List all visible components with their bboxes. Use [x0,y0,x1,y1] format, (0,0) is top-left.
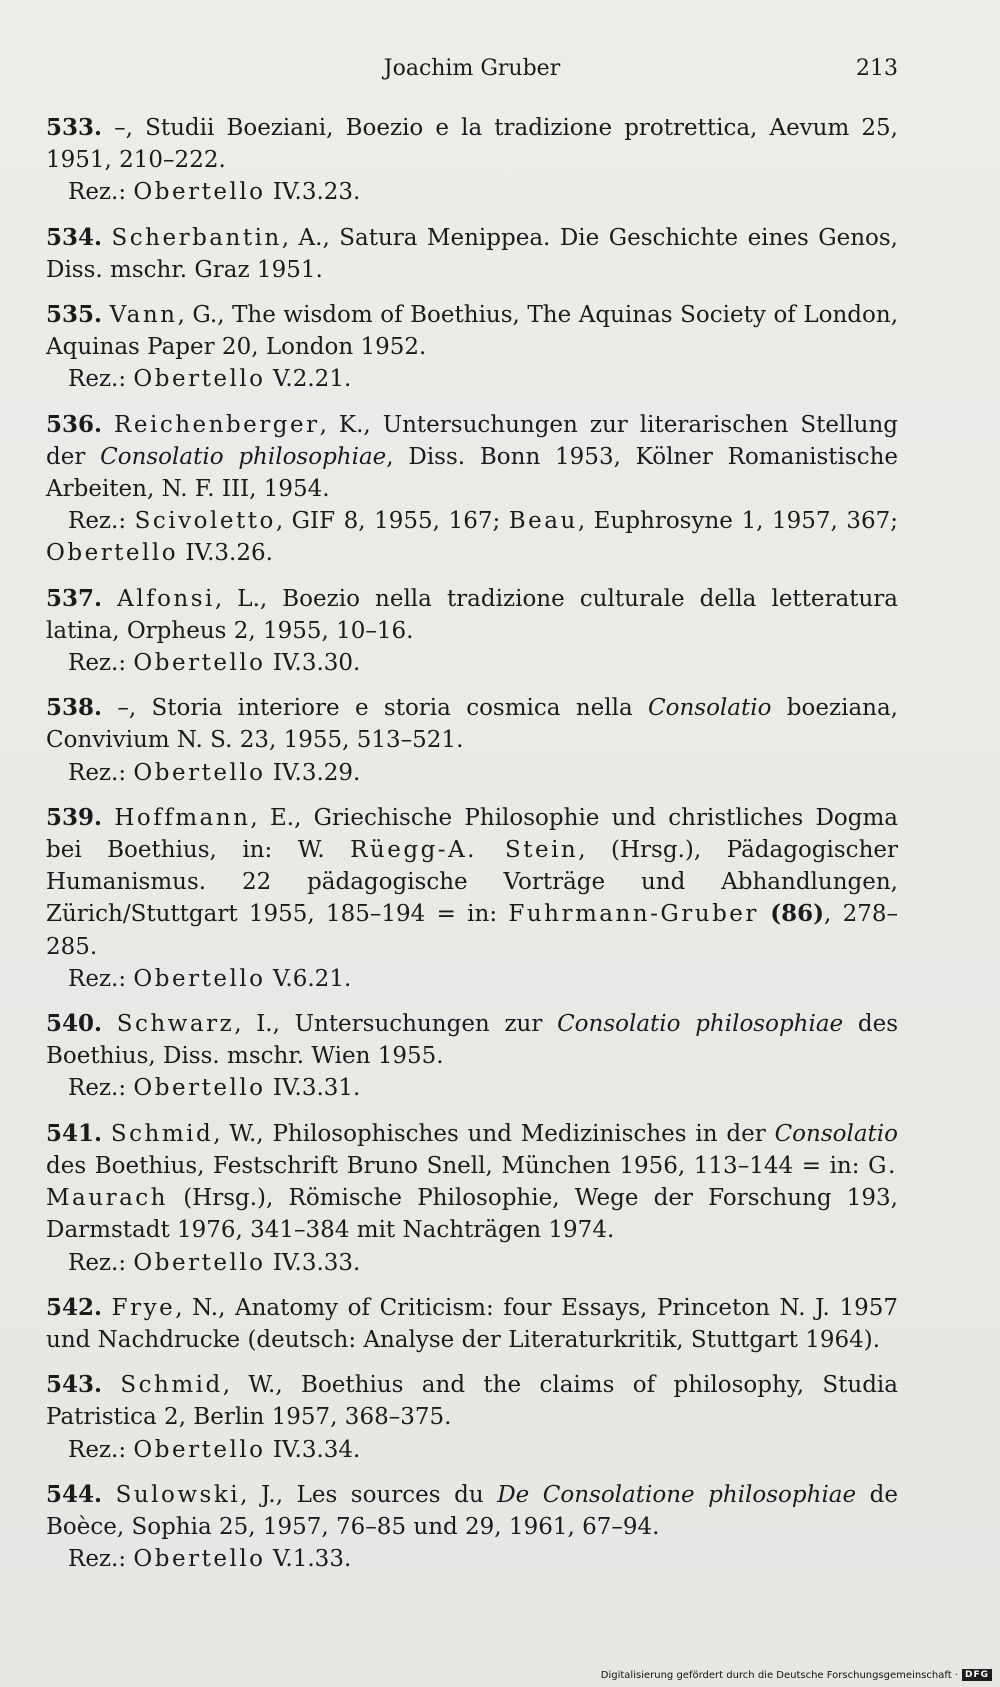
bibliography-entry [46,1369,898,1466]
entry-author: Frye [111,1294,176,1321]
page-number: 213 [856,56,898,81]
entry-text: 535. Vann, G., The wisdom of Boethius, The Aquinas Society of London, Aquinas Paper 20, London 1952. [46,301,898,361]
review-line: Rez.: Obertello V.2.21. [68,366,352,393]
entry-number: 538. [46,694,103,722]
review-line: Rez.: Obertello V.6.21. [68,965,352,992]
entry-text: 538. –, Storia interiore e storia cosmica nella Consolatio boeziana, Convivium N. S. 23, 1955, 513–521. [46,694,898,754]
entry-text: 540. Schwarz, I., Untersuchungen zur Consolatio philosophiae des Boethius, Diss. mschr. Wien 1955. [46,1010,899,1070]
bibliography-entry [46,409,898,570]
entry-author: Alfonsi [117,585,215,612]
entry-number: 533. [46,114,103,141]
entry-author: Schmid [120,1372,223,1399]
entry-text: 544. Sulowski, J., Les sources du De Consolatione philosophiae de Boèce, Sophia 25, 1957, 76–85 und 29, 1961, 67–94. [46,1480,898,1540]
entry-number: 537. [46,584,103,612]
review-line: Rez.: Obertello IV.3.29. [68,759,361,786]
credit-text: Digitalisierung gefördert durch die Deutsche Forschungsgemeinschaft · [600,1669,958,1681]
review-line: Rez.: Obertello V.1.33. [68,1546,352,1573]
entry-number: 542. [46,1293,103,1321]
entry-author: Sulowski [115,1481,241,1508]
dfg-logo-icon: DFG [962,1669,992,1681]
entry-text: 537. Alfonsi, L., Boezio nella tradizione culturale della letteratura latina, Orpheus 2, 1955, 10–16. [46,584,899,644]
entry-text: 541. Schmid, W., Philosophisches und Medizinisches in der Consolatio des Boethius, Festschrift Bruno Snell, München 1956, 113–144 = in: G. Maurach (Hrsg.), Römische Philosophie, Wege der Forschung 193, Darmstadt 1976, 341–384 mit Nachträgen 1974. [46,1119,898,1244]
entry-author: Reichenberger [114,411,320,438]
bibliography-entry [46,692,898,789]
entry-author: Vann [109,302,178,329]
entry-text: 533. –, Studii Boeziani, Boezio e la tradizione protrettica, Aevum 25, 1951, 210–222. [46,114,898,174]
entry-author: Schmid [110,1120,214,1147]
entry-number: 540. [46,1010,103,1038]
entry-number: 536. [46,410,103,438]
bibliography-entry [46,112,898,209]
entry-number: 543. [46,1371,103,1399]
bibliography-entry [46,222,898,286]
review-line: Rez.: Scivoletto, GIF 8, 1955, 167; Beau, Euphrosyne 1, 1957, 367; Obertello IV.3.26. [46,508,898,567]
running-header [46,56,898,88]
entry-number: 535. [46,301,103,329]
entry-author: Hoffmann [114,804,251,831]
entry-text: 542. Frye, N., Anatomy of Criticism: four Essays, Princeton N. J. 1957 und Nachdrucke (deutsch: Analyse der Literaturkritik, Stuttgart 1964). [46,1293,898,1353]
bibliography-body [46,112,898,1588]
entry-text: 543. Schmid, W., Boethius and the claims of philosophy, Studia Patristica 2, Berlin 1957, 368–375. [46,1371,898,1431]
review-line: Rez.: Obertello IV.3.31. [68,1075,361,1102]
entry-text: 536. Reichenberger, K., Untersuchungen zur literarischen Stellung der Consolatio philosophiae, Diss. Bonn 1953, Kölner Romanistische Arbeiten, N. F. III, 1954. [46,410,899,503]
entry-author: Schwarz [116,1011,235,1038]
header-author: Joachim Gruber [383,56,561,81]
bibliography-entry [46,802,898,995]
bibliography-entry [46,583,898,680]
entry-number: 534. [46,223,103,251]
bibliography-entry [46,1008,898,1105]
entry-author: Scherbantin [111,224,282,251]
digitization-credit [601,1669,992,1681]
review-line: Rez.: Obertello IV.3.34. [68,1436,361,1463]
bibliography-entry [46,1292,898,1356]
entry-text: 534. Scherbantin, A., Satura Menippea. Die Geschichte eines Genos, Diss. mschr. Graz 1951. [46,223,898,283]
bibliography-entry [46,1118,898,1279]
review-line: Rez.: Obertello IV.3.33. [68,1249,361,1276]
review-line: Rez.: Obertello IV.3.30. [68,650,361,677]
entry-number: 541. [46,1119,103,1147]
entry-text: 539. Hoffmann, E., Griechische Philosophie und christliches Dogma bei Boethius, in: W. Rüegg-A. Stein, (Hrsg.), Pädagogischer Humanismus. 22 pädagogische Vorträge und Abhandlungen, Zürich/Stuttgart 1955, 185–194 = in: Fuhrmann-Gruber (86), 278–285. [46,803,899,960]
review-line: Rez.: Obertello IV.3.23. [68,179,361,206]
bibliography-entry [46,1479,898,1576]
bibliography-entry [46,299,898,396]
entry-number: 539. [46,803,103,831]
entry-number: 544. [46,1480,103,1508]
